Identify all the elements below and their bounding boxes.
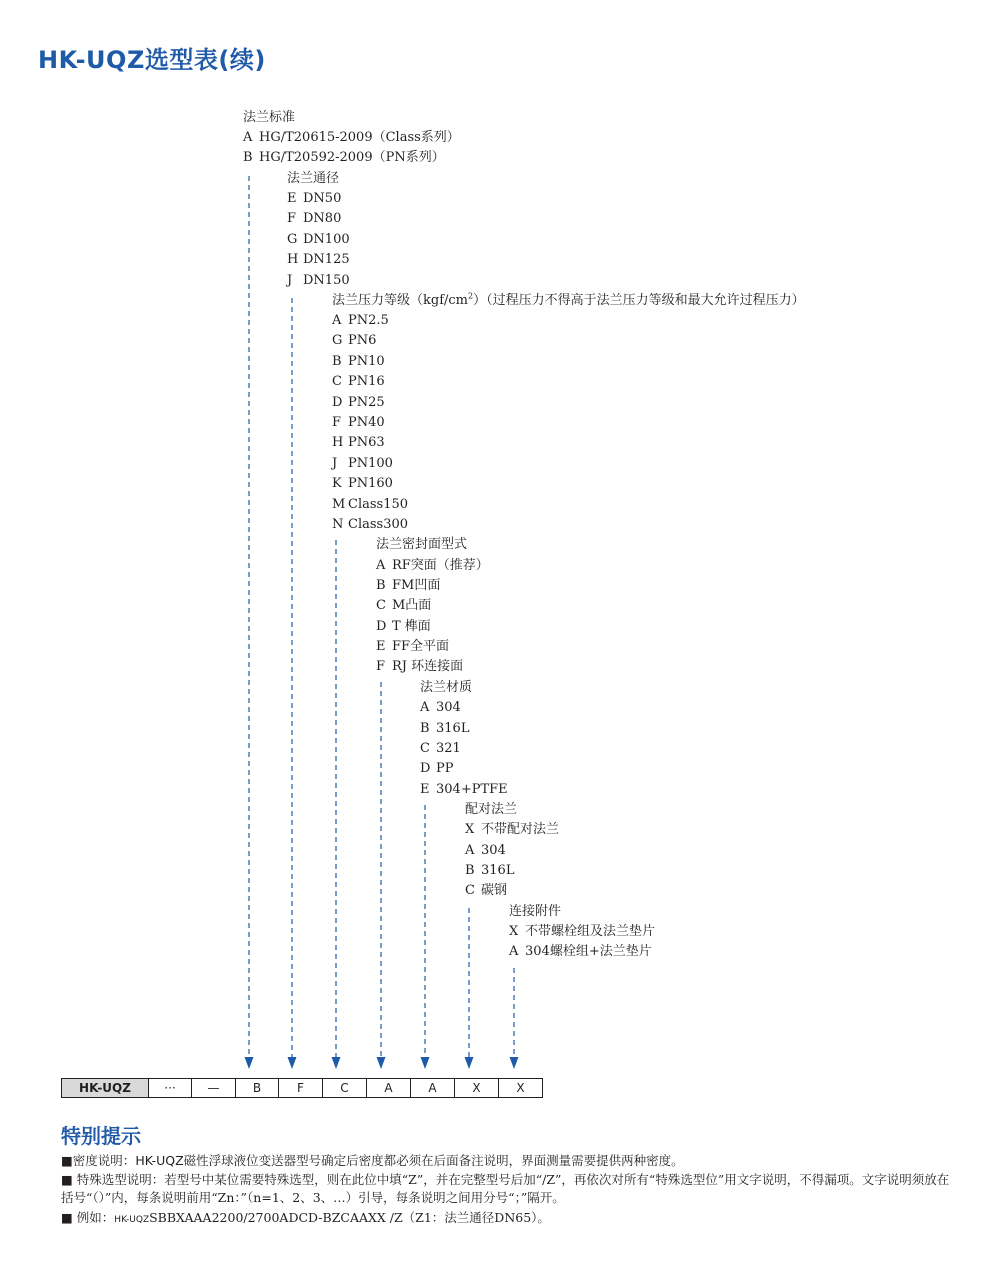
option-code: E	[420, 782, 430, 797]
example-note	[61, 1209, 951, 1229]
heading-text: ）（过程压力不得高于法兰压力等级和最大允许过程压力）	[473, 293, 805, 308]
arrow-flange-material	[421, 805, 430, 1069]
option-code: J	[332, 456, 338, 471]
option-label: RJ 环连接面	[392, 659, 464, 674]
option-label: 304	[436, 700, 461, 715]
model-code-bar	[61, 1078, 543, 1098]
page-title: HK-UQZ选型表(续)	[38, 46, 266, 74]
model-code-cell: C	[322, 1079, 366, 1097]
option-label: PN25	[348, 395, 385, 410]
option-code: D	[332, 395, 343, 410]
option-code: G	[287, 232, 298, 247]
option-code: A	[376, 558, 386, 573]
option-label: PN100	[348, 456, 393, 471]
option-code: H	[287, 252, 299, 267]
option-label: FF全平面	[392, 639, 450, 654]
flange-standard-heading: 法兰标准	[243, 110, 296, 125]
special-selection-note: ■ 特殊选型说明：若型号中某位需要特殊选型，则在此位中填“Z”，并在完整型号后加“/Z”，再依次对所有“特殊选型位”用文字说明，不得漏项。文字说明须放在括号“（）”内，每条说明前用“Zn：”（n=1、2、3、…）引导，每条说明之间用分号“；”隔开。	[61, 1172, 950, 1205]
option-code: A	[420, 700, 430, 715]
option-label: PN160	[348, 476, 393, 491]
mating-flange-heading: 配对法兰	[465, 802, 518, 817]
option-code: B	[243, 150, 253, 165]
heading-superscript: 2	[468, 291, 474, 301]
note-text: ■密度说明：	[61, 1153, 136, 1168]
notes-heading: 特别提示	[61, 1124, 141, 1148]
note-text: 型号确定后密度都必须在后面备注说明，界面测量需要提供两种密度。	[296, 1153, 684, 1168]
option-code: C	[332, 374, 342, 389]
option-code: N	[332, 517, 344, 532]
option-code: X	[509, 924, 519, 939]
model-prefix-cell: HK-UQZ	[62, 1079, 148, 1097]
note-text: ■ 例如：	[61, 1210, 115, 1225]
option-code: B	[420, 721, 430, 736]
option-code: E	[287, 191, 297, 206]
option-code: B	[465, 863, 475, 878]
option-code: D	[420, 761, 431, 776]
arrow-flange-seal	[377, 682, 386, 1069]
arrow-flange-standard	[245, 176, 254, 1069]
option-label: RF突面（推荐）	[392, 558, 489, 573]
arrow-flange-diameter	[288, 298, 297, 1069]
option-label: FM凹面	[392, 578, 441, 593]
option-label: 不带配对法兰	[481, 822, 560, 837]
heading-text: 法兰压力等级（kgf/cm	[332, 293, 468, 308]
model-code-cell: B	[235, 1079, 278, 1097]
option-code: M	[332, 497, 346, 512]
model-code-cell: ···	[148, 1079, 191, 1097]
option-code: C	[376, 598, 386, 613]
density-note	[61, 1152, 951, 1170]
product-name: HK-UQZ磁性浮球液位变送器	[135, 1153, 297, 1168]
option-label: 316L	[481, 863, 515, 878]
model-code-cell: X	[454, 1079, 498, 1097]
option-code: C	[420, 741, 430, 756]
option-label: PN40	[348, 415, 385, 430]
option-label: PN10	[348, 354, 385, 369]
option-label: DN100	[303, 232, 350, 247]
option-code: F	[287, 211, 297, 226]
option-label: 304+PTFE	[436, 782, 508, 797]
model-code-cell: F	[278, 1079, 322, 1097]
option-code: B	[376, 578, 386, 593]
option-code: B	[332, 354, 342, 369]
model-code-cell: A	[366, 1079, 410, 1097]
arrow-flange-pressure	[332, 540, 341, 1069]
option-label: Class300	[348, 517, 409, 532]
option-label: PN2.5	[348, 313, 389, 328]
option-label: DN80	[303, 211, 342, 226]
arrow-accessories	[510, 968, 519, 1069]
model-code-cell: —	[191, 1079, 235, 1097]
option-label: Class150	[348, 497, 409, 512]
option-code: E	[376, 639, 386, 654]
option-label: DN125	[303, 252, 350, 267]
example-model: HK-UQZ	[114, 1215, 150, 1225]
option-code: F	[332, 415, 342, 430]
option-label: 304螺栓组+法兰垫片	[525, 944, 652, 959]
flange-diameter-heading: 法兰通径	[287, 171, 340, 186]
option-label: PN63	[348, 435, 385, 450]
option-code: D	[376, 619, 387, 634]
option-label: 321	[436, 741, 461, 756]
model-code-cell: X	[498, 1079, 542, 1097]
option-label: M凸面	[392, 598, 432, 613]
option-label: DN50	[303, 191, 342, 206]
option-code: A	[509, 944, 519, 959]
option-code: K	[332, 476, 342, 491]
model-code-cell: A	[410, 1079, 454, 1097]
option-label: PP	[436, 761, 454, 776]
flange-material-heading: 法兰材质	[420, 680, 473, 695]
option-label: 316L	[436, 721, 470, 736]
option-label: HG/T20615-2009（Class系列）	[259, 130, 460, 145]
option-code: A	[243, 130, 253, 145]
option-label: PN6	[348, 333, 377, 348]
option-code: A	[465, 843, 475, 858]
option-label: DN150	[303, 273, 350, 288]
option-label: 碳钢	[481, 883, 508, 898]
option-label: 不带螺栓组及法兰垫片	[525, 924, 656, 939]
accessories-heading: 连接附件	[509, 904, 562, 919]
option-code: X	[465, 822, 475, 837]
note-text: SBBXAAA2200/2700ADCD-BZCAAXX /Z（Z1：法兰通径DN65）。	[149, 1210, 550, 1225]
flange-seal-heading: 法兰密封面型式	[376, 537, 468, 552]
option-label: T 榫面	[392, 619, 431, 634]
option-code: C	[465, 883, 475, 898]
option-label: 304	[481, 843, 506, 858]
arrow-mating-flange	[465, 908, 474, 1069]
option-code: A	[332, 313, 342, 328]
option-label: PN16	[348, 374, 385, 389]
option-code: H	[332, 435, 344, 450]
option-code: G	[332, 333, 343, 348]
option-code: J	[287, 273, 293, 288]
option-code: F	[376, 659, 386, 674]
option-label: HG/T20592-2009（PN系列）	[259, 150, 445, 165]
